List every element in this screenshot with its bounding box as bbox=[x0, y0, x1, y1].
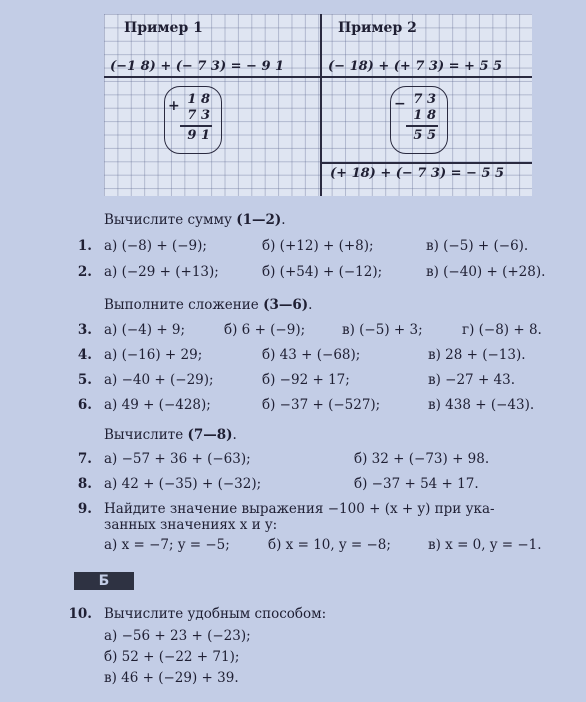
task9-line2: занных значениях x и y: bbox=[104, 517, 278, 533]
task-number: 9. bbox=[77, 501, 92, 517]
example1-title: Пример 1 bbox=[124, 20, 203, 36]
task-item: б) 6 + (−9); bbox=[224, 322, 306, 338]
task-item: а) (−29 + (+13); bbox=[104, 264, 219, 280]
task-number: 2. bbox=[77, 264, 92, 280]
level-badge: Б bbox=[74, 572, 134, 590]
task-number: 10. bbox=[68, 606, 92, 622]
example1-equation: (−1 8) + (− 7 3) = − 9 1 bbox=[110, 59, 285, 74]
task-item: б) (+54) + (−12); bbox=[262, 264, 383, 280]
example2-diff-line bbox=[406, 125, 438, 127]
example2-title: Пример 2 bbox=[338, 20, 417, 36]
task-item: а) x = −7; y = −5; bbox=[104, 537, 230, 553]
task-item: в) 46 + (−29) + 39. bbox=[104, 670, 239, 686]
task-item: в) x = 0, y = −1. bbox=[428, 537, 542, 553]
example2-equation-top: (− 18) + (+ 7 3) = + 5 5 bbox=[328, 59, 503, 74]
task-item: б) −92 + 17; bbox=[262, 372, 350, 388]
task-number: 1. bbox=[77, 238, 92, 254]
task-item: б) x = 10, y = −8; bbox=[268, 537, 391, 553]
section-heading: Выполните сложение (3—6). bbox=[104, 297, 313, 313]
task-number: 3. bbox=[77, 322, 92, 338]
task-item: б) 32 + (−73) + 98. bbox=[354, 451, 490, 467]
task-item: а) 42 + (−35) + (−32); bbox=[104, 476, 262, 492]
task-number: 8. bbox=[77, 476, 92, 492]
task-item: а) (−16) + 29; bbox=[104, 347, 203, 363]
example2-minus-sign: − bbox=[394, 96, 406, 112]
example1-sum-line bbox=[180, 125, 212, 127]
task-item: б) −37 + (−527); bbox=[262, 397, 381, 413]
task-item: а) 49 + (−428); bbox=[104, 397, 211, 413]
task-item: в) −27 + 43. bbox=[428, 372, 516, 388]
task-number: 5. bbox=[77, 372, 92, 388]
examples-divider bbox=[320, 14, 322, 196]
example2-col-sum: 5 5 bbox=[413, 128, 436, 143]
task-item: б) −37 + 54 + 17. bbox=[354, 476, 479, 492]
section-heading: Вычислите (7—8). bbox=[104, 427, 237, 443]
task-item: в) (−5) + 3; bbox=[342, 322, 423, 338]
example2-equation-bottom: (+ 18) + (− 7 3) = − 5 5 bbox=[330, 166, 505, 181]
example2-col-b: 1 8 bbox=[413, 108, 436, 123]
task-number: 7. bbox=[77, 451, 92, 467]
task-item: в) 438 + (−43). bbox=[428, 397, 535, 413]
task-item: в) (−40) + (+28). bbox=[426, 264, 546, 280]
section-heading: Вычислите сумму (1—2). bbox=[104, 212, 286, 228]
task9-line1: Найдите значение выражения −100 + (x + y) при ука- bbox=[104, 501, 495, 517]
task-item: а) −56 + 23 + (−23); bbox=[104, 628, 251, 644]
task-item: б) (+12) + (+8); bbox=[262, 238, 374, 254]
task-item: а) −57 + 36 + (−63); bbox=[104, 451, 251, 467]
task-item: в) (−5) + (−6). bbox=[426, 238, 529, 254]
example-underline bbox=[104, 76, 532, 78]
task-item: в) 28 + (−13). bbox=[428, 347, 526, 363]
task-item: а) (−4) + 9; bbox=[104, 322, 186, 338]
example1-col-b: 7 3 bbox=[187, 108, 210, 123]
task-number: 4. bbox=[77, 347, 92, 363]
example2-bottom-line bbox=[322, 162, 532, 164]
example1-col-sum: 9 1 bbox=[187, 128, 210, 143]
task-item: а) −40 + (−29); bbox=[104, 372, 214, 388]
task-item: б) 52 + (−22 + 71); bbox=[104, 649, 240, 665]
task-item: а) (−8) + (−9); bbox=[104, 238, 207, 254]
task-item: г) (−8) + 8. bbox=[462, 322, 542, 338]
example1-col-a: 1 8 bbox=[187, 92, 210, 107]
example1-plus-sign: + bbox=[168, 98, 180, 114]
task-item: б) 43 + (−68); bbox=[262, 347, 361, 363]
example2-col-a: 7 3 bbox=[413, 92, 436, 107]
task10-title: Вычислите удобным способом: bbox=[104, 606, 327, 622]
task-number: 6. bbox=[77, 397, 92, 413]
